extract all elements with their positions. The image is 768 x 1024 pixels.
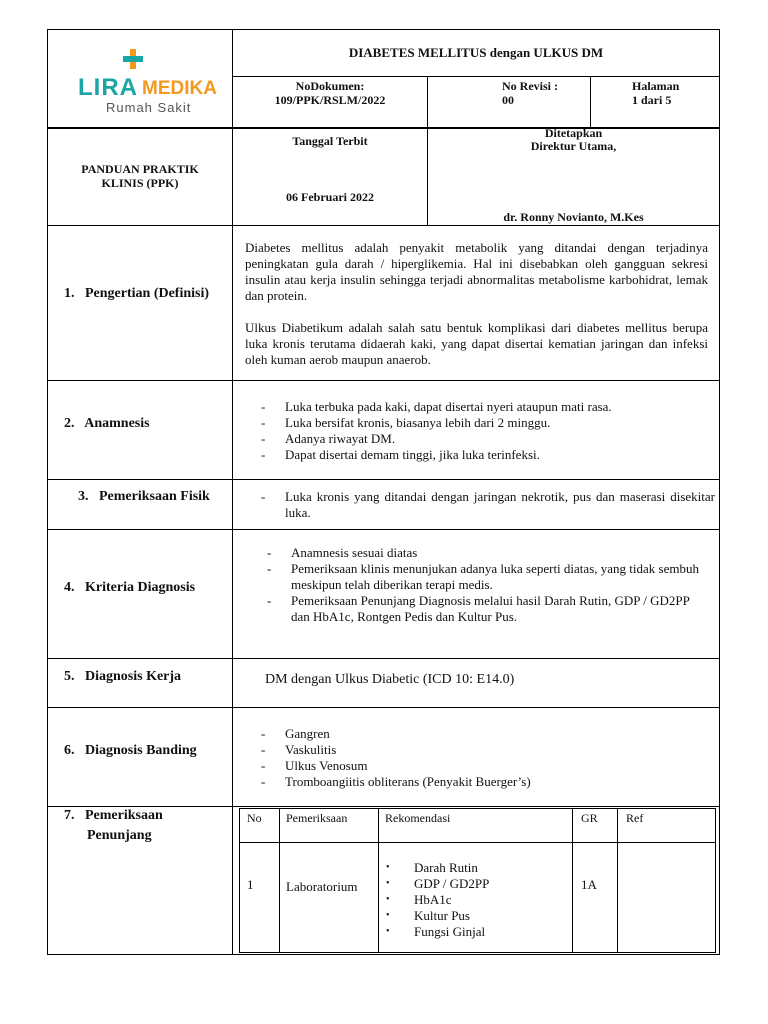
col-header-recommendation: Rekomendasi	[385, 811, 451, 825]
section-4-label: 4. Kriteria Diagnosis	[64, 580, 196, 595]
list-item: - Adanya riwayat DM.	[261, 431, 711, 447]
section-7-label-line2: Penunjang	[87, 828, 152, 843]
list-item: - Pemeriksaan Penunjang Diagnosis melalui hasil Darah Rutin, GDP / GD2PP dan HbA1c, Rontgen Pedis dan Kultur Pus.	[267, 593, 707, 625]
header-col-divider-2	[590, 76, 591, 128]
s6-bottom	[47, 806, 720, 807]
doc-number-value: 109/PPK/RSLM/2022	[274, 93, 386, 107]
revision-cell	[502, 79, 590, 107]
revision-value: 00	[502, 93, 514, 107]
list-item: • HbA1c	[382, 892, 567, 908]
medical-cross-icon	[122, 48, 144, 70]
label-column-divider	[232, 29, 233, 955]
director-name: dr. Ronny Novianto, M.Kes	[503, 210, 644, 224]
issue-date-label: Tanggal Terbit	[292, 134, 368, 148]
col-header-ref: Ref	[626, 811, 644, 825]
approved-by: Direktur Utama,	[530, 139, 617, 153]
table-border-bottom	[47, 954, 720, 955]
section-6-label: 6. Diagnosis Banding	[64, 743, 197, 758]
col-header-gr: GR	[581, 811, 598, 825]
row-1-exam: Laboratorium	[286, 879, 358, 894]
list-item: - Luka kronis yang ditandai dengan jaringan nekrotik, pus dan maserasi disekitar luka.	[261, 489, 715, 521]
anamnesis-list	[261, 399, 711, 463]
list-item: - Pemeriksaan klinis menunjukan adanya luka seperti diatas, yang tidak sembuh meskipun telah diberikan terapi medis.	[267, 561, 707, 593]
row-1-gr: 1A	[581, 877, 597, 892]
logo-subtitle: Rumah Sakit	[106, 100, 192, 115]
list-item: - Anamnesis sesuai diatas	[267, 545, 707, 561]
ppk-row-bottom	[47, 225, 720, 226]
section-1-content	[245, 240, 708, 368]
list-item: - Luka bersifat kronis, biasanya lebih dari 2 minggu.	[261, 415, 711, 431]
list-item: - Dapat disertai demam tinggi, jika luka terinfeksi.	[261, 447, 711, 463]
section-5-label: 5. Diagnosis Kerja	[64, 669, 182, 684]
row-1-recommendations	[382, 860, 567, 940]
s3-bottom	[47, 529, 720, 530]
section-7-label-line1: 7. Pemeriksaan	[64, 808, 163, 823]
row-1-no: 1	[247, 877, 254, 892]
s4-bottom	[47, 658, 720, 659]
approved-label: Ditetapkan	[544, 126, 603, 140]
section-7-label	[64, 808, 163, 844]
col-header-no: No	[247, 811, 262, 825]
definition-paragraph-1: Diabetes mellitus adalah penyakit metabolik yang ditandai dengan terjadinya peningkatan gula darah / hiperglikemia. Hal ini disebabkan oleh gangguan sekresi insulin atau kerja insulin sehingga terjadi abnormalitas metabolisme karbohidrat, lemak dan protein.	[245, 240, 708, 303]
ppk-title: PANDUAN PRAKTIK KLINIS (PPK)	[81, 162, 199, 190]
section-2-label: 2. Anamnesis	[64, 416, 150, 431]
table-border-left	[47, 29, 48, 955]
s1-bottom	[47, 380, 720, 381]
list-item: - Gangren	[261, 726, 711, 742]
table-border-top	[47, 29, 720, 30]
supporting-exam-table	[239, 808, 716, 953]
list-item: - Tromboangiitis obliterans (Penyakit Buerger’s)	[261, 774, 711, 790]
doc-number-label: NoDokumen:	[295, 79, 365, 93]
list-item: - Luka terbuka pada kaki, dapat disertai nyeri ataupun mati rasa.	[261, 399, 711, 415]
doc-number-cell	[233, 79, 427, 107]
diagnosis-criteria-list	[267, 545, 707, 625]
section-1-label: 1. Pengertian (Definisi)	[64, 286, 210, 301]
document-title: DIABETES MELLITUS dengan ULKUS DM	[348, 45, 604, 60]
list-item: • Darah Rutin	[382, 860, 567, 876]
differential-diagnosis-list	[261, 726, 711, 790]
list-item: - Vaskulitis	[261, 742, 711, 758]
list-item: • Fungsi Ginjal	[382, 924, 567, 940]
hospital-logo	[78, 48, 223, 118]
header-row-divider	[232, 76, 720, 77]
list-item: - Ulkus Venosum	[261, 758, 711, 774]
page-label: Halaman	[632, 79, 680, 93]
logo-word-medika: MEDIKA	[142, 78, 217, 99]
logo-word-lira: LIRA	[78, 74, 138, 101]
col-header-exam: Pemeriksaan	[286, 811, 348, 825]
s5-bottom	[47, 707, 720, 708]
s2-bottom	[47, 479, 720, 480]
list-item: • GDP / GD2PP	[382, 876, 567, 892]
page-value: 1 dari 5	[632, 93, 672, 107]
working-diagnosis: DM dengan Ulkus Diabetic (ICD 10: E14.0)	[265, 672, 515, 687]
page-cell	[632, 79, 718, 107]
issue-date-value: 06 Februari 2022	[286, 190, 374, 204]
physical-exam-list	[261, 489, 715, 521]
list-item: • Kultur Pus	[382, 908, 567, 924]
section-3-label: 3. Pemeriksaan Fisik	[78, 489, 210, 504]
definition-paragraph-2: Ulkus Diabetikum adalah salah satu bentuk komplikasi dari diabetes mellitus berupa luka kronis terutama didaerah kaki, yang dapat disertai kematian jaringan dan infeksi oleh kuman aerob maupun anaerob.	[245, 320, 708, 367]
table-border-right	[719, 29, 720, 955]
revision-label: No Revisi :	[502, 79, 558, 93]
